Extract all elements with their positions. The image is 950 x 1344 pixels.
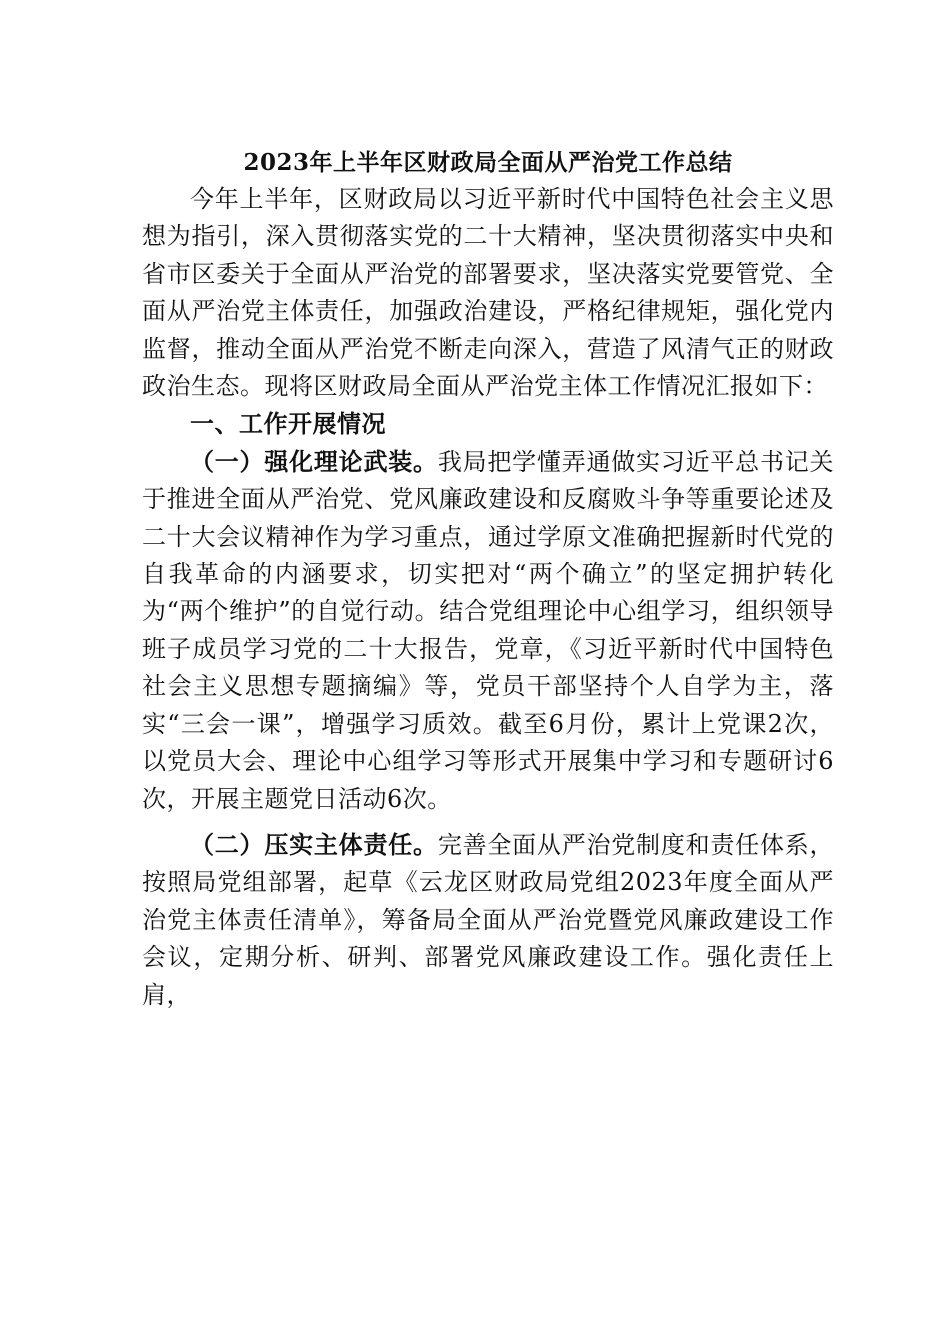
paragraph-gap: [142, 818, 834, 826]
item-1-body: 我局把学懂弄通做实习近平总书记关于推进全面从严治党、党风廉政建设和反腐败斗争等重要论述及二十大会议精神作为学习重点，通过学原文准确把握新时代党的自我革命的内涵要求，切实把对“两个确立”的坚定拥护转化为“两个维护”的自觉行动。结合党组理论中心组学习，组织领导班子成员学习党的二十大报告，党章，《习近平新时代中国特色社会主义思想专题摘编》等，党员干部坚持个人自学为主，落实“三会一课”，增强学习质效。截至6月份，累计上党课2次，以党员大会、理论中心组学习等形式开展集中学习和专题研讨6次，开展主题党日活动6次。: [142, 447, 835, 813]
document-title: 2023年上半年区财政局全面从严治党工作总结: [243, 149, 733, 176]
item-2-paragraph: [142, 826, 834, 1014]
item-1-paragraph: [142, 443, 834, 818]
item-2-body: 完善全面从严治党制度和责任体系，按照局党组部署，起草《云龙区财政局党组2023年度全面从严治党主体责任清单》，筹备局全面从严治党暨党风廉政建设工作会议，定期分析、研判、部署党风廉政建设工作。强化责任上肩，: [142, 830, 835, 1009]
item-2-lead: （二）压实主体责任。: [190, 829, 438, 859]
intro-paragraph: 今年上半年，区财政局以习近平新时代中国特色社会主义思想为指引，深入贯彻落实党的二十大精神，坚决贯彻落实中央和省市区委关于全面从严治党的部署要求，坚决落实党要管党、全面从严治党主体责任，加强政治建设，严格纪律规矩，强化党内监督，推动全面从严治党不断走向深入，营造了风清气正的财政政治生态。现将区财政局全面从严治党主体工作情况汇报如下：: [142, 185, 834, 401]
section-heading: 一、工作开展情况: [190, 409, 386, 439]
item-1-lead: （一）强化理论武装。: [190, 446, 438, 476]
document-page: [142, 145, 834, 1014]
